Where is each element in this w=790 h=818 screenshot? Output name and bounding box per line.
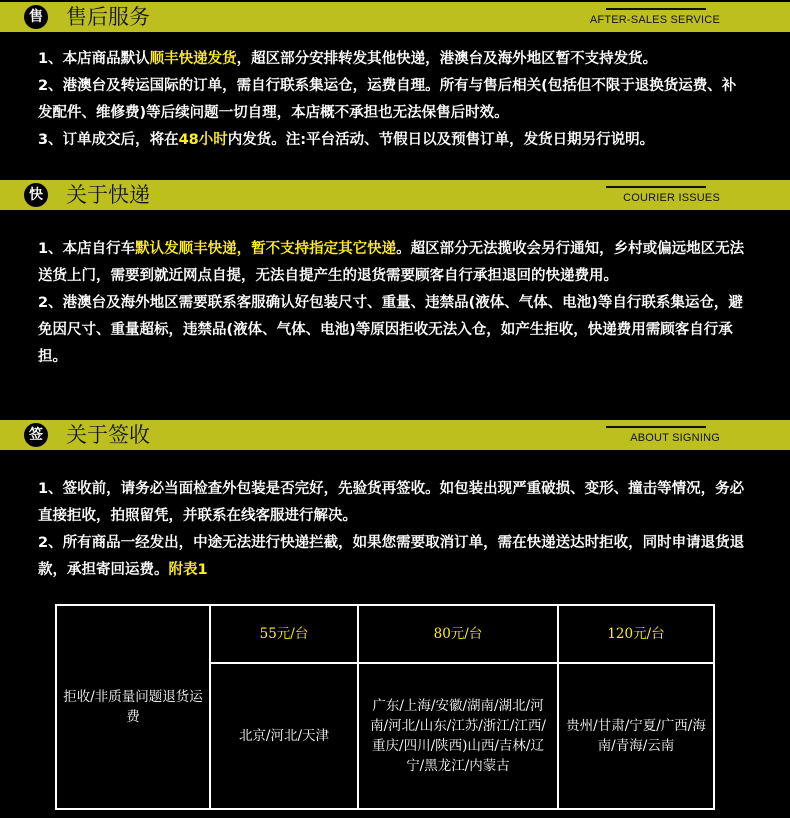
section-subtitle: COURIER ISSUES	[623, 192, 720, 204]
text: 1、本店商品默认	[38, 51, 150, 67]
highlight-text: 48小时	[178, 132, 228, 148]
price-cell: 55元/台	[210, 605, 358, 663]
courier-text	[38, 236, 748, 371]
paragraph	[38, 476, 748, 530]
paragraph	[38, 236, 748, 290]
paragraph	[38, 73, 748, 127]
paragraph	[38, 290, 748, 371]
price-cell: 80元/台	[358, 605, 558, 663]
text: 2、港澳台及转运国际的订单，需自行联系集运仓，运费自理。所有与售后相关(包括但不限于退换货运费、补发配件、维修费)等后续问题一切自理，本店概不承担也无法保售后时效。	[38, 78, 737, 121]
text: 。超区部分无法揽收会另行通知，乡村或偏远地区无法送货上门，需要到就近网点自提，无法自提产生的退货需要顾客自行承担退回的快递费用。	[38, 241, 745, 284]
section-badge: 签	[24, 423, 48, 447]
highlight-text: 默认发顺丰快递，暂不支持指定其它快递	[135, 241, 397, 257]
section-subtitle: AFTER-SALES SERVICE	[589, 14, 720, 26]
text: 3、订单成交后，将在	[38, 132, 179, 148]
section-subtitle: ABOUT SIGNING	[630, 432, 720, 444]
section-badge: 售	[24, 5, 48, 29]
divider	[606, 8, 706, 10]
divider	[606, 426, 706, 428]
text: ，超区部分安排转发其他快递，港澳台及海外地区暂不支持发货。	[236, 51, 658, 67]
section-header-after-sales	[0, 2, 790, 32]
return-shipping-fee-table	[55, 604, 715, 810]
section-title: 关于快递	[66, 183, 150, 207]
signing-text	[38, 476, 748, 584]
text: 1、本店自行车	[38, 241, 136, 257]
section-badge: 快	[24, 183, 48, 207]
region-cell: 广东/上海/安徽/湖南/湖北/河南/河北/山东/江苏/浙江/江西/重庆/四川/陕西)山西/吉林/辽宁/黑龙江/内蒙古	[358, 663, 558, 809]
highlight-text: 附表1	[168, 562, 208, 578]
price-cell: 120元/台	[558, 605, 714, 663]
section-title: 售后服务	[66, 5, 150, 29]
after-sales-text	[38, 46, 748, 154]
region-cell: 贵州/甘肃/宁夏/广西/海南/青海/云南	[558, 663, 714, 809]
text: 1、签收前，请务必当面检查外包装是否完好，先验货再签收。如包装出现严重破损、变形、撞击等情况，务必直接拒收，拍照留凭，并联系在线客服进行解决。	[38, 481, 745, 524]
text: 2、港澳台及海外地区需要联系客服确认好包装尺寸、重量、违禁品(液体、气体、电池)等自行联系集运仓，避免因尺寸、重量超标，违禁品(液体、气体、电池)等原因拒收无法入仓，如产生拒收，快递费用需顾客自行承担。	[38, 295, 743, 365]
text: 2、所有商品一经发出，中途无法进行快递拦截，如果您需要取消订单，需在快递送达时拒收，同时申请退货退款，承担寄回运费。	[38, 535, 745, 578]
paragraph	[38, 530, 748, 584]
table-row	[56, 605, 714, 663]
divider	[606, 186, 706, 188]
paragraph	[38, 127, 748, 154]
highlight-text: 顺丰快递发货	[149, 51, 237, 67]
text: 内发货。注:平台活动、节假日以及预售订单，发货日期另行说明。	[227, 132, 655, 148]
section-title: 关于签收	[66, 423, 150, 447]
section-header-signing	[0, 420, 790, 450]
section-header-courier	[0, 180, 790, 210]
region-cell: 北京/河北/天津	[210, 663, 358, 809]
paragraph	[38, 46, 748, 73]
row-label-cell: 拒收/非质量问题退货运费	[56, 605, 210, 809]
